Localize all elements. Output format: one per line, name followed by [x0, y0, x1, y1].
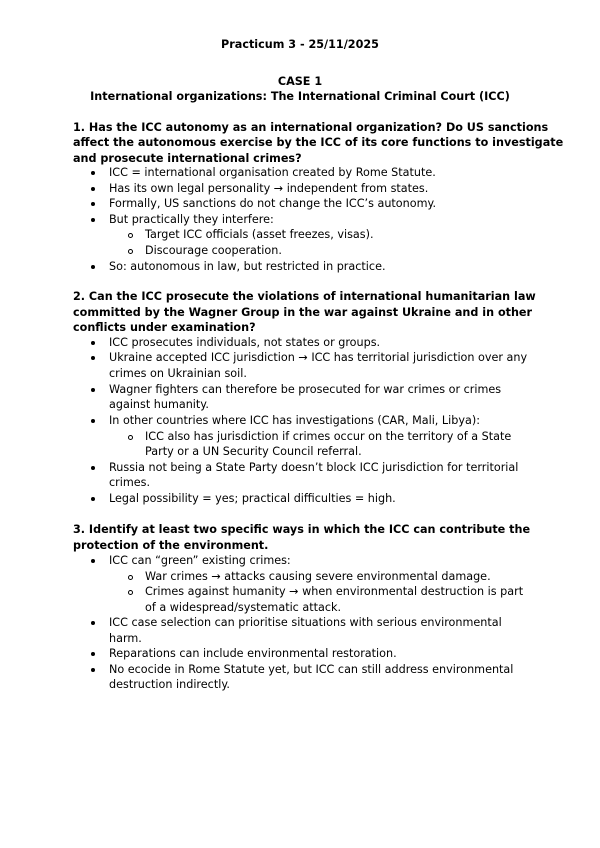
list-item: Legal possibility = yes; practical difficulties = high. — [109, 492, 396, 505]
list-item: Russia not being a State Party doesn’t block ICC jurisdiction for territorial — [109, 461, 519, 474]
bullet-dot-icon — [91, 621, 95, 625]
list-item: War crimes → attacks causing severe environmental damage. — [145, 570, 491, 583]
q2-heading-line: committed by the Wagner Group in the war against Ukraine and in other — [73, 306, 533, 319]
list-item: ICC can “green” existing crimes: — [109, 554, 291, 567]
q2-heading-line: conflicts under examination? — [73, 321, 256, 334]
q1-heading-line: 1. Has the ICC autonomy as an international organization? Do US sanctions — [73, 121, 549, 134]
q1-heading-line: affect the autonomous exercise by the ICC of its core functions to investigate — [73, 136, 564, 149]
bullet-dot-icon — [91, 668, 95, 672]
bullet-circle-icon — [128, 435, 133, 440]
list-item: ICC also has jurisdiction if crimes occur on the territory of a State — [145, 430, 512, 443]
list-item: Has its own legal personality → independent from states. — [109, 182, 429, 195]
list-item-continuation: harm. — [109, 632, 142, 645]
list-item: Target ICC officials (asset freezes, visas). — [145, 228, 374, 241]
list-item: Formally, US sanctions do not change the ICC’s autonomy. — [109, 197, 437, 210]
list-item-continuation: Party or a UN Security Council referral. — [145, 445, 362, 458]
list-item: Reparations can include environmental restoration. — [109, 647, 397, 660]
bullet-circle-icon — [128, 233, 133, 238]
bullet-dot-icon — [91, 218, 95, 222]
list-item: Wagner fighters can therefore be prosecuted for war crimes or crimes — [109, 383, 502, 396]
list-item: Crimes against humanity → when environmental destruction is part — [145, 585, 524, 598]
list-item: ICC prosecutes individuals, not states or groups. — [109, 336, 381, 349]
q3-heading-line: 3. Identify at least two specific ways in which the ICC can contribute the — [73, 523, 531, 536]
case-label: CASE 1 — [277, 75, 323, 88]
bullet-dot-icon — [91, 171, 95, 175]
bullet-dot-icon — [91, 652, 95, 656]
list-item: No ecocide in Rome Statute yet, but ICC can still address environmental — [109, 663, 514, 676]
list-item: Discourage cooperation. — [145, 244, 282, 257]
bullet-dot-icon — [91, 388, 95, 392]
list-item: ICC case selection can prioritise situations with serious environmental — [109, 616, 502, 629]
bullet-circle-icon — [128, 249, 133, 254]
q1-heading-line: and prosecute international crimes? — [73, 152, 302, 165]
bullet-circle-icon — [128, 590, 133, 595]
list-item: Ukraine accepted ICC jurisdiction → ICC has territorial jurisdiction over any — [109, 351, 528, 364]
bullet-dot-icon — [91, 559, 95, 563]
q2-heading-line: 2. Can the ICC prosecute the violations of international humanitarian law — [73, 290, 536, 303]
bullet-dot-icon — [91, 341, 95, 345]
q3-heading-line: protection of the environment. — [73, 539, 269, 552]
list-item-continuation: of a widespread/systematic attack. — [145, 601, 342, 614]
list-item: So: autonomous in law, but restricted in practice. — [109, 260, 386, 273]
list-item-continuation: crimes on Ukrainian soil. — [109, 367, 247, 380]
case-subtitle: International organizations: The International Criminal Court (ICC) — [90, 90, 510, 103]
bullet-dot-icon — [91, 265, 95, 269]
list-item: But practically they interfere: — [109, 213, 274, 226]
page-title: Practicum 3 - 25/11/2025 — [221, 38, 379, 51]
list-item-continuation: against humanity. — [109, 398, 209, 411]
bullet-dot-icon — [91, 187, 95, 191]
list-item: ICC = international organisation created by Rome Statute. — [109, 166, 436, 179]
bullet-circle-icon — [128, 575, 133, 580]
list-item: In other countries where ICC has investigations (CAR, Mali, Libya): — [109, 414, 480, 427]
list-item-continuation: crimes. — [109, 476, 151, 489]
bullet-dot-icon — [91, 497, 95, 501]
bullet-dot-icon — [91, 419, 95, 423]
list-item-continuation: destruction indirectly. — [109, 678, 230, 691]
bullet-dot-icon — [91, 356, 95, 360]
bullet-dot-icon — [91, 466, 95, 470]
bullet-dot-icon — [91, 202, 95, 206]
